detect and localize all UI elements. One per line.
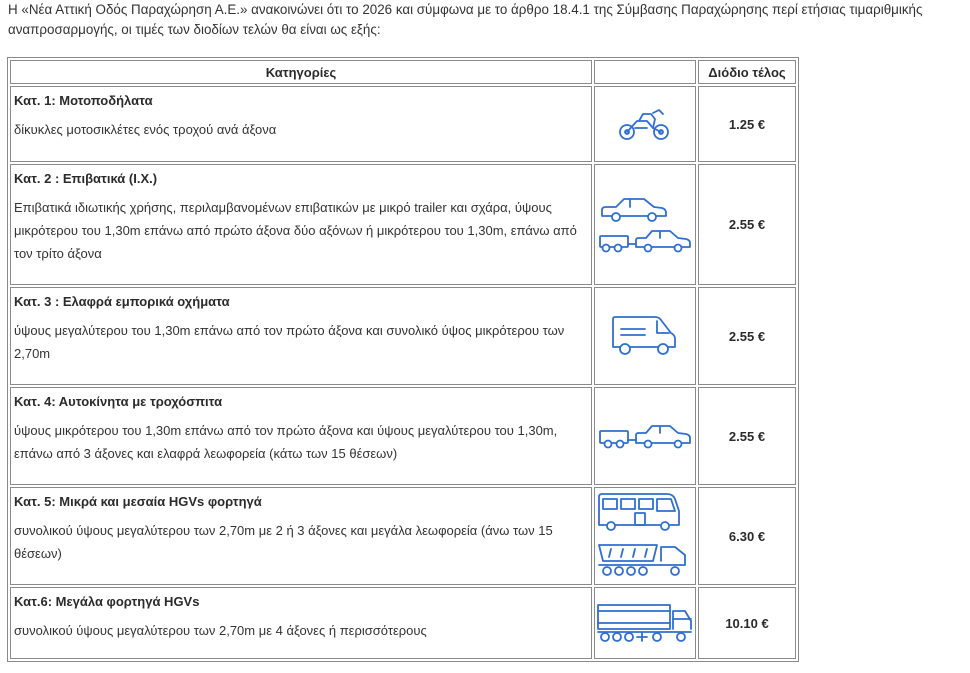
toll-table [7, 57, 799, 662]
toll-price: 2.55 € [698, 387, 796, 485]
category-description: συνολικού ύψους μεγαλύτερου των 2,70m με 2 ή 3 άξονες και μεγάλα λεωφορεία (άνω των 15 θέσεων) [14, 523, 553, 561]
category-title: Κατ. 2 : Επιβατικά (Ι.Χ.) [14, 171, 158, 186]
category-cell [10, 287, 592, 385]
car-and-car-with-trailer-icon [596, 194, 694, 256]
category-description: συνολικού ύψους μεγαλύτερου των 2,70m με 4 άξονες ή περισσότερους [14, 623, 427, 638]
table-row [10, 387, 796, 485]
motorcycle-icon [617, 104, 673, 144]
vehicle-icon-cell [594, 86, 696, 162]
category-description: ύψους μικρότερου του 1,30m επάνω από τον πρώτο άξονα και ύψους μεγαλύτερου του 1,30m, επάνω από 3 άξονες και ελαφρά λεωφορεία (κάτω των 15 θέσεων) [14, 423, 558, 461]
table-row [10, 487, 796, 585]
vehicle-icon-cell [594, 387, 696, 485]
table-header-row [10, 60, 796, 84]
header-icon [594, 60, 696, 84]
category-cell [10, 587, 592, 659]
table-row [10, 86, 796, 162]
car-with-trailer-icon [596, 421, 694, 451]
category-cell [10, 387, 592, 485]
category-cell [10, 487, 592, 585]
category-cell [10, 86, 592, 162]
table-row [10, 587, 796, 659]
vehicle-icon-cell [594, 587, 696, 659]
category-cell [10, 164, 592, 285]
toll-price: 10.10 € [698, 587, 796, 659]
category-description: ύψους μεγαλύτερου του 1,30m επάνω από τον πρώτο άξονα και συνολικό ύψος μικρότερου των 2,70m [14, 323, 565, 361]
category-description: δίκυκλες μοτοσικλέτες ενός τροχού ανά άξονα [14, 122, 277, 137]
toll-price: 2.55 € [698, 287, 796, 385]
toll-price: 2.55 € [698, 164, 796, 285]
category-title: Κατ. 5: Μικρά και μεσαία HGVs φορτηγά [14, 494, 262, 509]
vehicle-icon-cell [594, 287, 696, 385]
header-category: Κατηγορίες [10, 60, 592, 84]
bus-and-dump-truck-icon [595, 491, 695, 581]
category-title: Κατ. 3 : Ελαφρά εμπορικά οχήματα [14, 294, 230, 309]
van-icon [609, 313, 681, 359]
toll-price: 6.30 € [698, 487, 796, 585]
table-row [10, 164, 796, 285]
category-title: Κατ.6: Μεγάλα φορτηγά HGVs [14, 594, 200, 609]
category-title: Κατ. 4: Αυτοκίνητα με τροχόσπιτα [14, 394, 223, 409]
large-truck-icon [595, 601, 695, 645]
category-title: Κατ. 1: Μοτοποδήλατα [14, 93, 153, 108]
header-toll: Διόδιο τέλος [698, 60, 796, 84]
vehicle-icon-cell [594, 487, 696, 585]
toll-price: 1.25 € [698, 86, 796, 162]
table-row [10, 287, 796, 385]
intro-paragraph: Η «Νέα Αττική Οδός Παραχώρηση Α.Ε.» ανακοινώνει ότι το 2026 και σύμφωνα με το άρθρο 18.4.1 της Σύμβασης Παραχώρησης περί ετήσιας τιμαριθμικής αναπροσαρμογής, οι τιμές των διοδίων τελών θα είναι ως εξής: [8, 2, 923, 37]
vehicle-icon-cell [594, 164, 696, 285]
category-description: Επιβατικά ιδιωτικής χρήσης, περιλαμβανομένων επιβατικών με μικρό trailer και σχάρα, ύψους μικρότερου του 1,30m επάνω από πρώτο άξονα δύο αξόνων ή μικρότερου του 1,30m, επάνω από τον τρίτο άξονα [14, 200, 577, 261]
